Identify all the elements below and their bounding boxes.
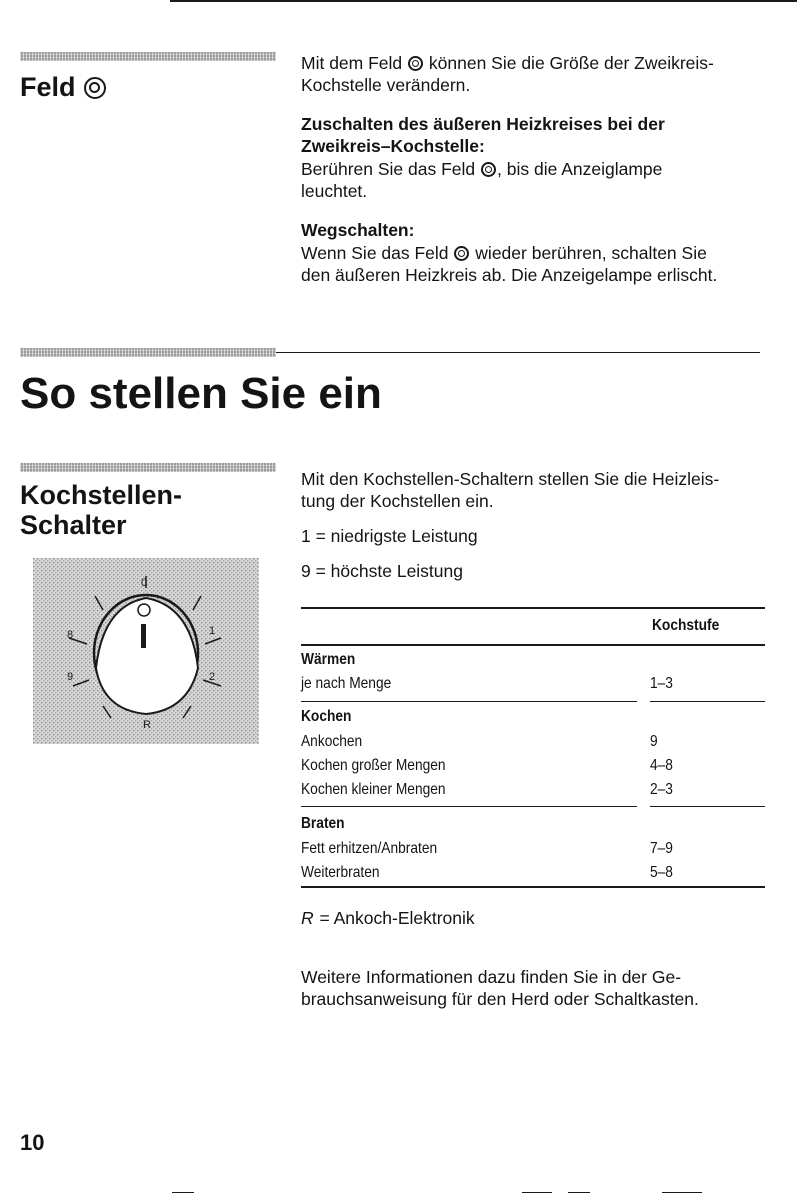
- knob-label-1: 1: [209, 625, 216, 637]
- bottom-edge-mark: [568, 1192, 590, 1193]
- zuschalten-heading: Zuschalten des äußeren Heizkreises bei der Zweikreis–Kochstelle:: [301, 114, 665, 156]
- wegschalten-text: Wenn Sie das Feld wieder berühren, schalten Sie den äußeren Heizkreis ab. Die Anzeigelampe erlischt.: [301, 243, 718, 285]
- feld-intro: Mit dem Feld können Sie die Größe der Zweikreis- Kochstelle verändern.: [301, 53, 714, 95]
- table-row-label: je nach Menge: [301, 675, 392, 692]
- feld-heading: Feld: [20, 72, 107, 102]
- footnote-symbol: R: [301, 908, 315, 928]
- control-knob-illustration: [33, 558, 259, 744]
- table-header-rule: [301, 644, 765, 646]
- bottom-edge-mark: [522, 1192, 552, 1193]
- table-column-header: Kochstufe: [652, 617, 720, 634]
- table-row-label: Ankochen: [301, 733, 363, 750]
- top-edge-line: [170, 0, 797, 2]
- section-marker-bar: [20, 463, 276, 472]
- footnote: R = Ankoch-Elektronik: [301, 908, 475, 928]
- control-knob-graphic: [33, 558, 259, 744]
- more-info-text: Weitere Informationen dazu finden Sie in der Ge- brauchsanweisung für den Herd oder Schaltkasten.: [301, 967, 699, 1009]
- table-row-label: Kochen großer Mengen: [301, 757, 446, 774]
- table-row-value: 9: [650, 733, 658, 750]
- level-max: 9 = höchste Leistung: [301, 561, 463, 581]
- table-group-rule: [301, 701, 637, 702]
- table-row-value: 2–3: [650, 781, 673, 798]
- table-row-value: 7–9: [650, 840, 673, 857]
- level-min: 1 = niedrigste Leistung: [301, 526, 478, 546]
- table-row-label: Fett erhitzen/Anbraten: [301, 840, 438, 857]
- knob-label-9: 9: [67, 671, 74, 683]
- dual-circle-field-icon: [454, 246, 469, 261]
- table-row-value: 4–8: [650, 757, 673, 774]
- dual-circle-field-icon: [408, 56, 423, 71]
- table-row-value: 5–8: [650, 864, 673, 881]
- dual-circle-field-icon: [481, 162, 496, 177]
- knob-label-2: 2: [209, 671, 216, 683]
- zuschalten-text: Berühren Sie das Feld , bis die Anzeiglampe leuchtet.: [301, 159, 663, 201]
- table-group-kochen: Kochen: [301, 708, 352, 725]
- knob-label-8: 8: [67, 629, 74, 641]
- bottom-edge-mark: [172, 1192, 194, 1193]
- table-group-braten: Braten: [301, 815, 345, 832]
- knob-label-0: 0: [141, 577, 148, 589]
- main-title: So stellen Sie ein: [20, 369, 382, 418]
- table-group-rule: [650, 806, 765, 807]
- table-row-label: Weiterbraten: [301, 864, 380, 881]
- table-group-rule: [301, 806, 637, 807]
- table-group-rule: [650, 701, 765, 702]
- section-marker-bar: [20, 52, 276, 61]
- table-row-value: 1–3: [650, 675, 673, 692]
- page-number: 10: [20, 1130, 45, 1155]
- dual-circle-field-icon: [84, 77, 106, 99]
- knob-label-r: R: [143, 719, 151, 731]
- kochstellen-intro: Mit den Kochstellen-Schaltern stellen Sie die Heizleis- tung der Kochstellen ein.: [301, 469, 720, 511]
- table-bottom-rule: [301, 886, 765, 888]
- kochstellen-heading: Kochstellen- Schalter: [20, 480, 183, 540]
- table-row-label: Kochen kleiner Mengen: [301, 781, 446, 798]
- table-top-rule: [301, 607, 765, 609]
- wegschalten-heading: Wegschalten:: [301, 220, 415, 240]
- section-marker-bar: [20, 348, 276, 357]
- table-group-waermen: Wärmen: [301, 651, 356, 668]
- bottom-edge-mark: [662, 1192, 702, 1193]
- title-rule: [276, 352, 760, 353]
